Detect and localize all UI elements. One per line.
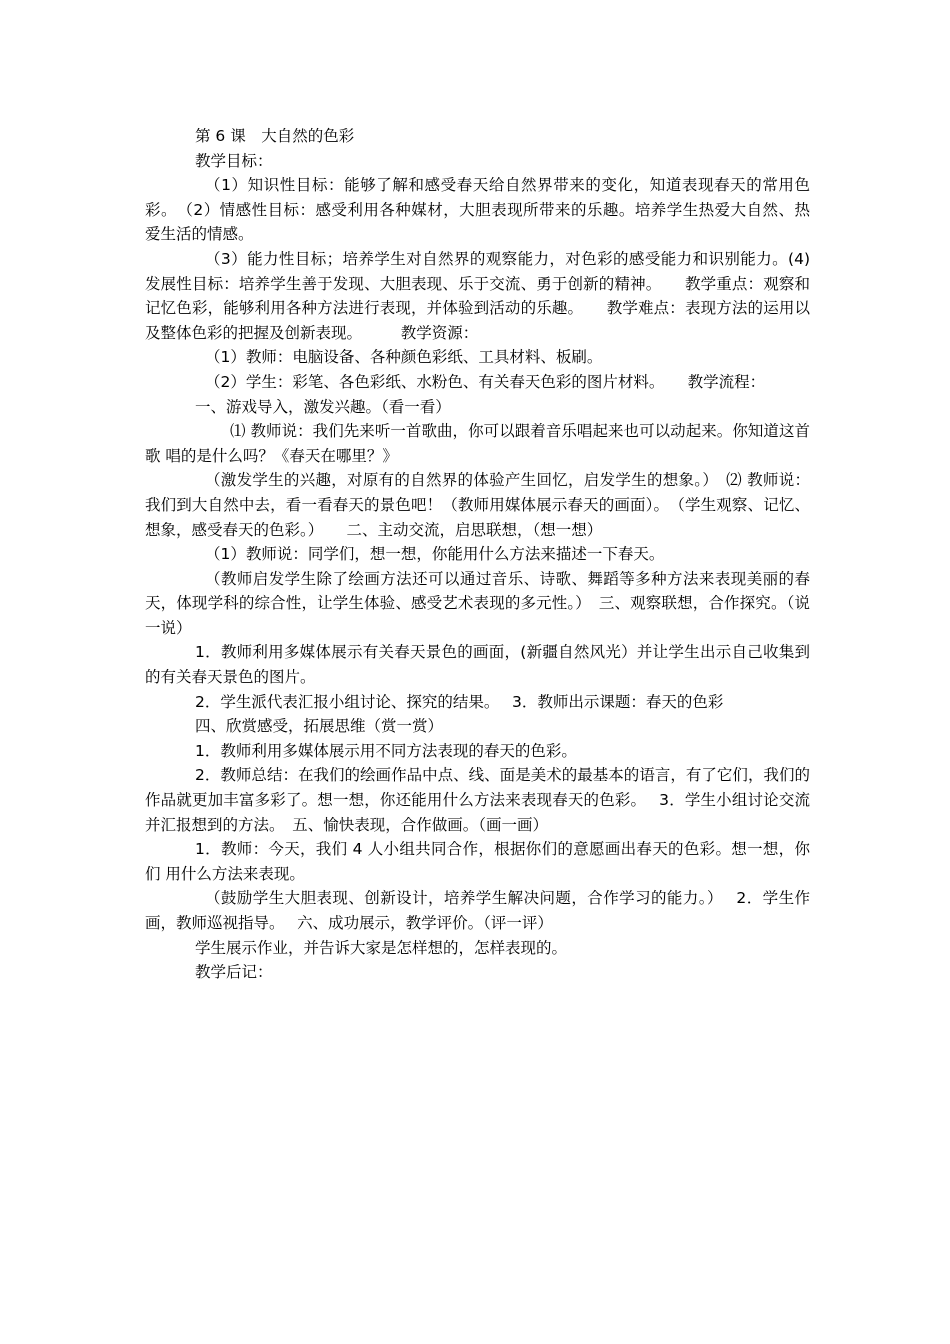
section-heading-1: 一、游戏导入，激发兴趣。（看一看） xyxy=(195,397,451,416)
paragraph-step-5a: 1．教师：今天，我们 4 人小组共同合作，根据你们的意愿画出春天的色彩。想一想，你们 用什么方法来表现。 xyxy=(145,840,810,883)
paragraph-resources-teacher: （1）教师：电脑设备、各种颜色彩纸、工具材料、板刷。 xyxy=(205,348,603,367)
section-heading-notes: 教学后记： xyxy=(195,963,273,982)
document-body xyxy=(145,124,810,985)
paragraph-step-1a: ⑴ 教师说：我们先来听一首歌曲，你可以跟着音乐唱起来也可以动起来。你知道这首歌 唱的是什么吗？《春天在哪里？》 xyxy=(145,422,810,465)
paragraph-resources-student: （2）学生：彩笔、各色彩纸、水粉色、有关春天色彩的图片材料。 教学流程： xyxy=(205,372,766,391)
paragraph-step-6: 学生展示作业，并告诉大家是怎样想的，怎样表现的。 xyxy=(195,938,568,957)
paragraph-goals-1: （1）知识性目标：能够了解和感受春天给自然界带来的变化，知道表现春天的常用色彩。 （2）情感性目标：感受利用各种媒材，大胆表现所带来的乐趣。培养学生热爱大自然、热 爱生活的情感。 xyxy=(145,176,810,244)
section-heading-goals: 教学目标： xyxy=(195,151,273,170)
paragraph-step-1b: （激发学生的兴趣，对原有的自然界的体验产生回忆，启发学生的想象。） ⑵ 教师说：我们到大自然中去，看一看春天的景色吧！（教师用媒体展示春天的画面）。 （学生观察、记忆、想象，感受春天的色彩。） 二、主动交流，启思联想，（想一想） xyxy=(145,471,810,539)
paragraph-step-5b: （鼓励学生大胆表现、创新设计，培养学生解决问题，合作学习的能力。） 2．学生作画，教师巡视指导。 六、成功展示，教学评价。（评一评） xyxy=(145,889,810,932)
paragraph-step-3b: 2．学生派代表汇报小组讨论、探究的结果。 3．教师出示课题：春天的色彩 xyxy=(195,692,724,711)
paragraph-step-4a: 1．教师利用多媒体展示用不同方法表现的春天的色彩。 xyxy=(195,741,577,760)
lesson-title: 第 6 课 大自然的色彩 xyxy=(195,127,355,145)
paragraph-step-2b: （教师启发学生除了绘画方法还可以通过音乐、诗歌、舞蹈等多种方法来表现美丽的春天，体现学科的综合性，让学生体验、感受艺术表现的多元性。） 三、观察联想，合作探究。（说一说） xyxy=(145,569,810,637)
paragraph-step-3a: 1．教师利用多媒体展示有关春天景色的画面，(新疆自然风光）并让学生出示自己收集到 的有关春天景色的图片。 xyxy=(145,643,810,687)
paragraph-goals-2: （3）能力性目标；培养学生对自然界的观察能力，对色彩的感受能力和识别能力。(4) 发展性目标：培养学生善于发现、大胆表现、乐于交流、勇于创新的精神。 教学重点：观察和记忆色彩，能够利用各种方法进行表现，并体验到活动的乐趣。 教学难点：表现方法的运用以及整体色彩的把握及创新表现。 教学资源： xyxy=(145,249,810,342)
section-heading-4: 四、欣赏感受，拓展思维（赏一赏） xyxy=(195,717,444,736)
paragraph-step-4b: 2．教师总结：在我们的绘画作品中点、线、面是美术的最基本的语言，有了它们，我们的 作品就更加丰富多彩了。想一想，你还能用什么方法来表现春天的色彩。 3．学生小组讨论交流并汇报想到的方法。 五、愉快表现，合作做画。（画一画） xyxy=(145,766,810,834)
paragraph-step-2a: （1）教师说：同学们，想一想，你能用什么方法来描述一下春天。 xyxy=(205,545,665,564)
